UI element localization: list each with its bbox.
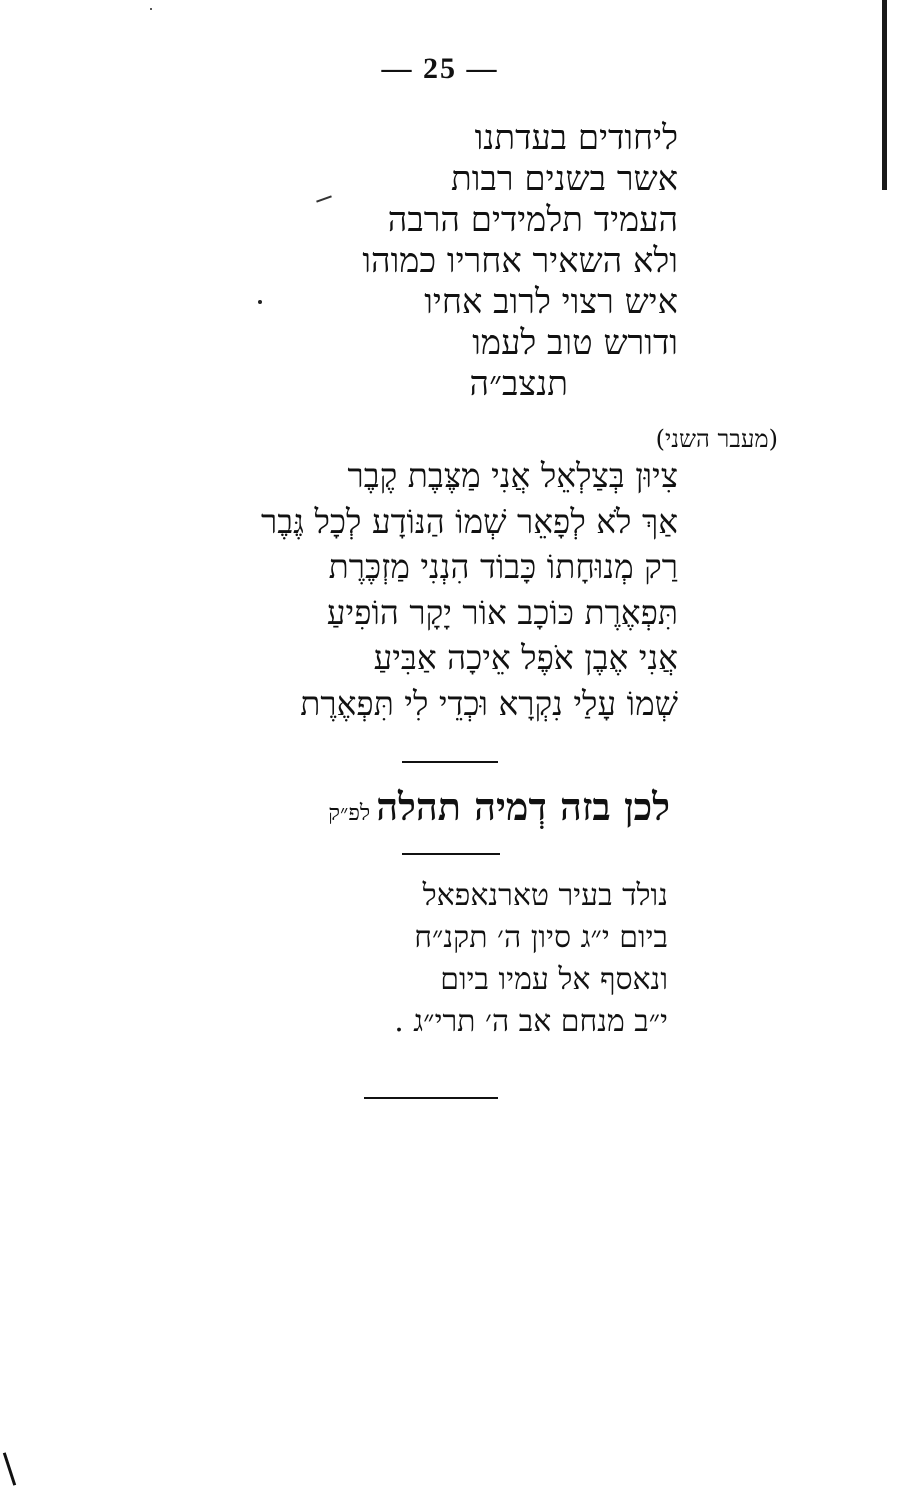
biography-line: נולד בעיר טארנאפאל (422, 878, 668, 913)
biography-block (308, 875, 668, 1043)
poem-block (258, 453, 678, 726)
chronogram-heading (328, 785, 670, 836)
print-speck (150, 8, 152, 10)
divider-rule (402, 853, 500, 855)
epitaph-line: העמיד תלמידים הרבה (387, 200, 678, 240)
side-label: (מעבר השני) (655, 425, 778, 453)
biography-line: ביום י״ג סיון ה׳ תקנ״ח (414, 920, 668, 955)
page-number: — 25 — (381, 52, 499, 85)
divider-rule (364, 1097, 498, 1099)
epitaph-closing-abbreviation: תנצב״ה (469, 364, 568, 404)
poem-line: צִיוּן בְּצַלְאֵל אֲנִי מַצֶּבֶת קֶבֶר (347, 456, 678, 495)
corner-mark (3, 1452, 16, 1485)
chronogram-abbreviation: לפ״ק (328, 801, 371, 826)
page-edge-shadow (882, 0, 887, 190)
chronogram-text: לכן בזה דְמיה תהלה (376, 784, 670, 829)
poem-line: רַק מְנוּחָתוֹ כָּבוֹד הִנְנִי מַזְכֶּרֶת (328, 547, 678, 586)
epitaph-line: אשר בשנים רבות (451, 159, 678, 199)
epitaph-line: איש רצוי לרוב אחיו (424, 282, 678, 322)
epitaph-line: ולא השאיר אחריו כמוהו (362, 241, 678, 281)
epitaph-line: ודורש טוב לעמו (472, 323, 678, 363)
divider-rule (402, 761, 498, 763)
epitaph-line: ליחודים בעדתנו (474, 118, 678, 158)
biography-line: ונאסף אל עמיו ביום (440, 962, 668, 997)
epitaph-block (258, 118, 678, 405)
poem-line: אַךְ לֹא לְפָאֵר שְׁמוֹ הַנּוֹדָע לְכָל גֶּבֶר (260, 501, 678, 541)
poem-line: שְׁמוֹ עָלַי נִקְרָא וּכְדֵי לִי תִּפְאֶרֶת (300, 683, 678, 723)
biography-line: י״ב מנחם אב ה׳ תרי״ג . (394, 1004, 668, 1039)
poem-line: אֲנִי אֶבֶן אֹפֶל אֵיכָה אַבִּיעַ (373, 638, 678, 677)
poem-line: תִּפְאֶרֶת כּוֹכָב אוֹר יָקָר הוֹפִיעַ (326, 592, 678, 632)
